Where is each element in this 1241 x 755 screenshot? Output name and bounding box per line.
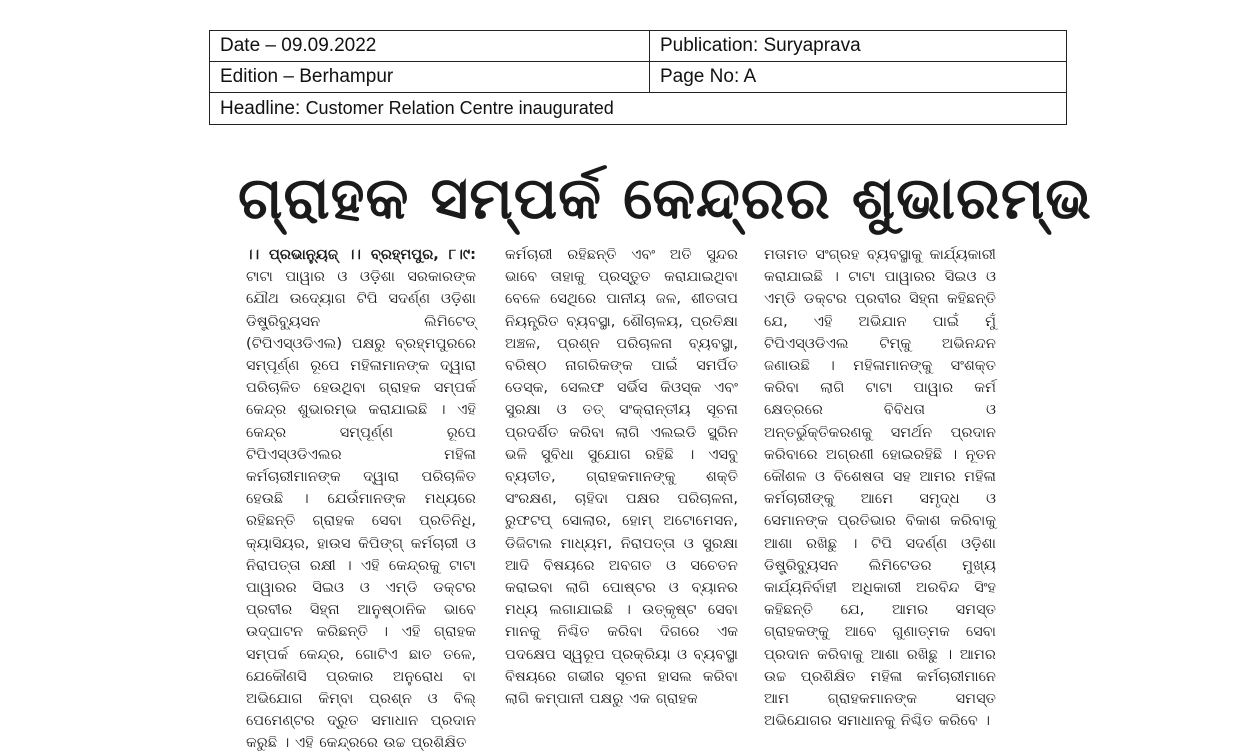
headline-label: Headline:: [220, 98, 301, 119]
meta-edition: Edition – Berhampur: [210, 62, 650, 93]
meta-row: [210, 62, 1067, 93]
meta-row: [210, 93, 1067, 125]
clipping-meta-table: [209, 30, 1067, 125]
article-headline: ଗ୍ରାହକ ସମ୍ପର୍କ କେନ୍ଦ୍ରର ଶୁଭାରମ୍ଭ: [238, 164, 1092, 232]
meta-row: [210, 31, 1067, 62]
meta-page: Page No: A: [650, 62, 1067, 93]
meta-publication: Publication: Suryaprava: [650, 31, 1067, 62]
article-column-1-text: ଟାଟା ପାୱାର ଓ ଓଡ଼ିଶା ସରକାରଙ୍କ ଯୌଥ ଉଦ୍ୟୋଗ ଟିପି ସଦର୍ଣ୍ଣ ଓଡ଼ିଶା ଡିଷ୍ଟ୍ରିବ୍ୟୁସନ ଲିମିଟେଡ୍ (ଟିପିଏସ୍ଓଡିଏଲ) ପକ୍ଷରୁ ବ୍ରହ୍ମପୁରରେ ସମ୍ପୂର୍ଣ୍ଣ ରୂପେ ମହିଳାମାନଙ୍କ ଦ୍ୱାରା ପରିଚାଳିତ ହେଉଥିବା ଗ୍ରାହକ ସମ୍ପର୍କ କେନ୍ଦ୍ର ଶୁଭାରମ୍ଭ କରାଯାଇଛି । ଏହି କେନ୍ଦ୍ର ସମ୍ପୂର୍ଣ୍ଣ ରୂପେ ଟିପିଏସ୍ଓଡିଏଲର ମହିଳା କର୍ମଚାରୀମାନଙ୍କ ଦ୍ୱାରା ପରିଚାଳିତ ହେଉଛି । ଯେଉଁମାନଙ୍କ ମଧ୍ୟରେ ରହିଛନ୍ତି ଗ୍ରାହକ ସେବା ପ୍ରତିନିଧି, କ୍ୟାସିୟର, ହାଉସ କିପିଙ୍ଗ୍ କର୍ମଚାରୀ ଓ ନିରାପତ୍ତା ରକ୍ଷୀ । ଏହି କେନ୍ଦ୍ରକୁ ଟାଟା ପାୱାରର ସିଇଓ ଓ ଏମ୍‌ଡି ଡକ୍ଟର ପ୍ରବୀର ସିହ୍ନା ଆନୁଷ୍ଠାନିକ ଭାବେ ଉଦ୍‌ଘାଟନ କରିଛନ୍ତି । ଏହି ଗ୍ରାହକ ସମ୍ପର୍କ କେନ୍ଦ୍ର, ଗୋଟିଏ ଛାତ ତଳେ, ଯେକୌଣସି ପ୍ରକାର ଅନୁରୋଧ ବା ଅଭିଯୋଗ କିମ୍ବା ପ୍ରଶ୍ନ ଓ ବିଲ୍ ପେମେଣ୍ଟର ଦ୍ରୁତ ସମାଧାନ ପ୍ରଦାନ କରୁଛି । ଏହି କେନ୍ଦ୍ରରେ ଉଚ୍ଚ ପ୍ରଶିକ୍ଷିତ: [246, 268, 476, 752]
headline-value: Customer Relation Centre inaugurated: [305, 98, 614, 118]
article-column-2: କର୍ମଚାରୀ ରହିଛନ୍ତି ଏବଂ ଅତି ସୁନ୍ଦର ଭାବେ ତାହାକୁ ପ୍ରସ୍ତୁତ କରାଯାଇଥିବା ବେଳେ ସେଥିରେ ପାନୀୟ ଜଳ, ଶୀତତାପ ନିୟନ୍ତ୍ରିତ ବ୍ୟବସ୍ଥା, ଶୌଚାଳୟ, ପ୍ରତିକ୍ଷା ଅଞ୍ଚଳ, ପ୍ରଶ୍ନ ପରିଚାଳନା ବ୍ୟବସ୍ଥା, ବରିଷ୍ଠ ନାଗରିକଙ୍କ ପାଇଁ ସମର୍ପିତ ଡେସ୍କ, ସେଲଫ ସର୍ଭିସ କିଓସ୍କ ଏବଂ ସୁରକ୍ଷା ଓ ତତ୍ ସଂକ୍ରାନ୍ତୀୟ ସୂଚନା ପ୍ରଦର୍ଶିତ କରିବା ଲାଗି ଏଲଇଡି ସ୍କ୍ରିନ ଭଳି ସୁବିଧା ସୁଯୋଗ ରହିଛି । ଏସବୁ ବ୍ୟତୀତ, ଗ୍ରାହକମାନଙ୍କୁ ଶକ୍ତି ସଂରକ୍ଷଣ, ଚାହିଦା ପକ୍ଷର ପରିଚାଳନା, ରୁଫଟପ୍ ସୋଲାର, ହୋମ୍ ଅଟୋମେସନ, ଡିଜିଟାଲ ମାଧ୍ୟମ, ନିରାପତ୍ତା ଓ ସୁରକ୍ଷା ଆଦି ବିଷୟରେ ଅବଗତ ଓ ସଚେତନ କରାଇବା ଲାଗି ପୋଷ୍ଟର ଓ ବ୍ୟାନର ମଧ୍ୟ ଲଗାଯାଇଛି । ଉତ୍କୃଷ୍ଟ ସେବା ମାନକୁ ନିଶ୍ଚିତ କରିବା ଦିଗରେ ଏକ ପଦକ୍ଷେପ ସ୍ୱରୂପ ପ୍ରକ୍ରିୟା ଓ ବ୍ୟବସ୍ଥା ବିଷୟରେ ଗଭୀର ସୂଚନା ହାସଲ କରିବା ଲାଗି କମ୍ପାନୀ ପକ୍ଷରୁ ଏକ ଗ୍ରାହକ: [505, 246, 738, 708]
meta-headline: [210, 93, 1067, 125]
article-dateline: ।। ପ୍ରଭାନ୍ୟୁଜ୍ ।। ବ୍ରହ୍ମପୁର, ୮।୯:: [246, 246, 476, 263]
article-column-1: [246, 244, 476, 752]
article-column-3: ମତାମତ ସଂଗ୍ରହ ବ୍ୟବସ୍ଥାକୁ କାର୍ଯ୍ୟକାରୀ କରାଯାଇଛି । ଟାଟା ପାୱାରର ସିଇଓ ଓ ଏମ୍‌ଡି ଡକ୍ଟର ପ୍ରବୀର ସିହ୍ନା କହିଛନ୍ତି ଯେ, ଏହି ଅଭିଯାନ ପାଇଁ ମୁଁ ଟିପିଏସ୍ଓଡିଏଲ ଟିମ୍‌କୁ ଅଭିନନ୍ଦନ ଜଣାଉଛି । ମହିଳାମାନଙ୍କୁ ସଂଶକ୍ତ କରିବା ଲାଗି ଟାଟା ପାୱାର କର୍ମ କ୍ଷେତ୍ରରେ ବିବିଧତା ଓ ଅନ୍ତର୍ଭୁକ୍ତିକରଣକୁ ସମର୍ଥନ ପ୍ରଦାନ କରିବାରେ ଅଗ୍ରଣୀ ହୋଇରହିଛି । ନୂତନ କୌଶଳ ଓ ବିଶେଷତା ସହ ଆମର ମହିଳା କର୍ମଚାରୀଙ୍କୁ ଆମେ ସମୃଦ୍ଧ ଓ ସେମାନଙ୍କ ପ୍ରତିଭାର ବିକାଶ କରିବାକୁ ଆଶା ରଖିଛୁ । ଟିପି ସଦର୍ଣ୍ଣ ଓଡ଼ିଶା ଡିଷ୍ଟ୍ରିବ୍ୟୁସନ ଲିମିଟେଡର ମୁଖ୍ୟ କାର୍ଯ୍ୟନିର୍ବାହୀ ଅଧିକାରୀ ଅରବିନ୍ଦ ସିଂହ କହିଛନ୍ତି ଯେ, ଆମର ସମସ୍ତ ଗ୍ରାହକଙ୍କୁ ଆବେ ଗୁଣାତ୍ମକ ସେବା ପ୍ରଦାନ କରିବାକୁ ଆଶା ରଖିଛୁ । ଆମର ଉଚ୍ଚ ପ୍ରଶିକ୍ଷିତ ମହିଳା କର୍ମଚାରୀମାନେ ଆମ ଗ୍ରାହକମାନଙ୍କ ସମସ୍ତ ଅଭିଯୋଗର ସମାଧାନକୁ ନିଶ୍ଚିତ କରିବେ ।: [764, 246, 996, 730]
meta-date: Date – 09.09.2022: [210, 31, 650, 62]
